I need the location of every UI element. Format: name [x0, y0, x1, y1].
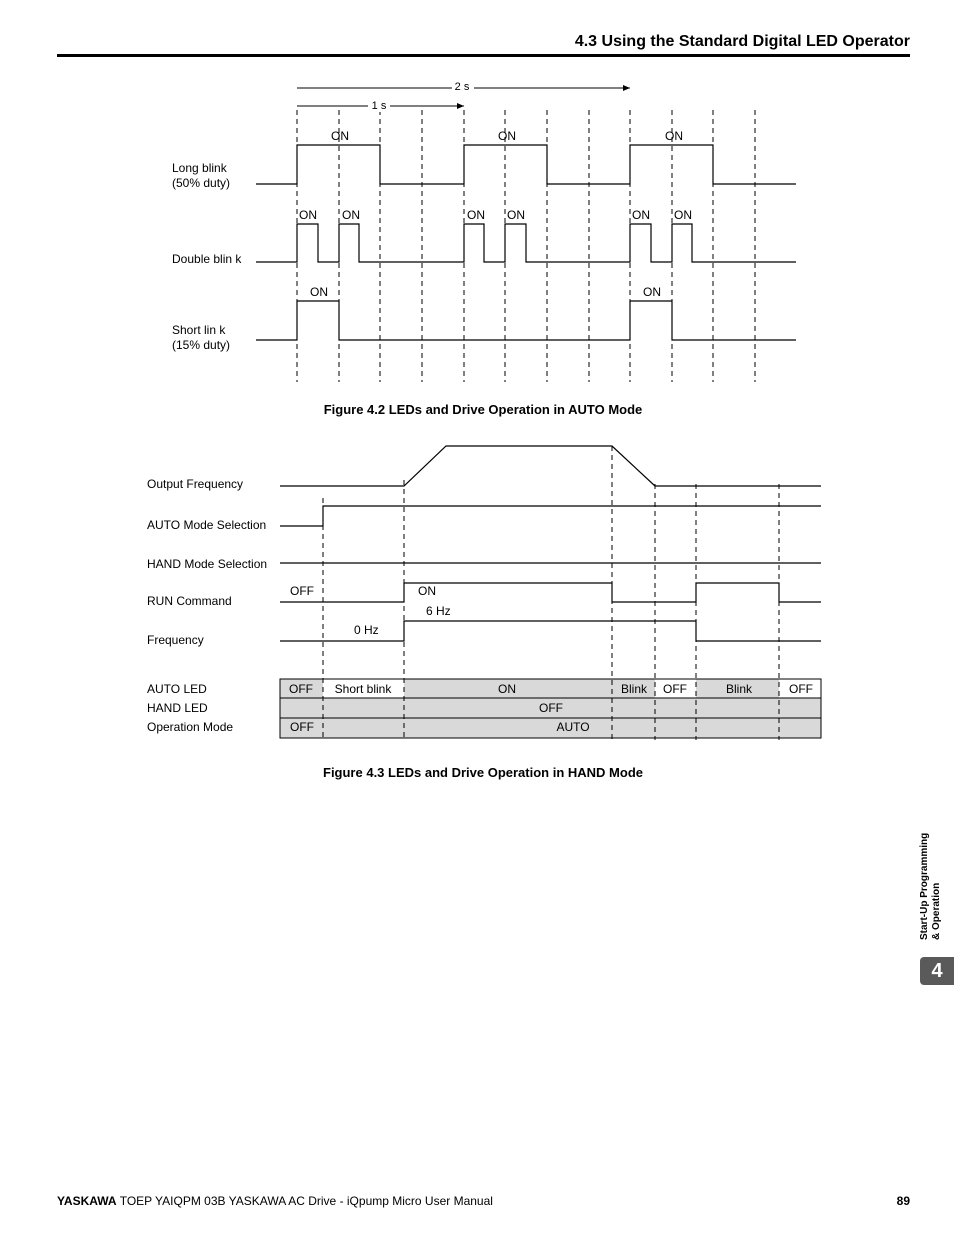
auto-led-cell: Blink [620, 682, 648, 696]
auto-led-cell: ON [498, 682, 516, 696]
signal-hand-mode-selection: HAND Mode Selection [147, 557, 268, 571]
page-number: 89 [896, 1194, 910, 1208]
output-frequency-waveform [280, 446, 821, 486]
on-label: ON [674, 208, 692, 222]
auto-mode-waveform [280, 506, 821, 526]
signal-frequency: Frequency [147, 633, 204, 647]
on-label: ON [498, 129, 516, 143]
figure-4-2 [172, 79, 796, 417]
double-blink-waveform [256, 224, 796, 262]
on-label: ON [342, 208, 360, 222]
auto-led-cell: OFF [789, 682, 813, 696]
footer [57, 1194, 493, 1208]
footer-doc: TOEP YAIQPM 03B YASKAWA AC Drive - iQpump Micro User Manual [119, 1194, 493, 1208]
long-blink-waveform [256, 145, 796, 184]
side-tab-label: Start-Up Programming & Operation [919, 832, 942, 940]
run-off-label: OFF [290, 584, 314, 598]
auto-led-cell: OFF [663, 682, 687, 696]
signal-output-frequency: Output Frequency [147, 477, 244, 491]
freq-0hz-label: 0 Hz [354, 623, 379, 637]
on-label: ON [331, 129, 349, 143]
short-blink-waveform [256, 301, 796, 340]
row-label-short-blink-2: (15% duty) [172, 338, 231, 352]
chapter-tab: 4 [920, 957, 954, 985]
row-label-long-blink-1: Long blink [172, 161, 227, 175]
on-label: ON [665, 129, 683, 143]
row-label-double-blink: Double blin k [172, 252, 242, 266]
figure-4-2-caption: Figure 4.2 LEDs and Drive Operation in AUTO Mode [323, 402, 643, 417]
freq-6hz-label: 6 Hz [426, 604, 451, 618]
on-label: ON [632, 208, 650, 222]
label-1s: 1 s [371, 100, 387, 112]
run-command-waveform [280, 583, 821, 602]
row-label-long-blink-2: (50% duty) [172, 176, 231, 190]
on-label: ON [299, 208, 317, 222]
on-label: ON [507, 208, 525, 222]
operation-mode-cell: OFF [290, 720, 314, 734]
on-label: ON [643, 285, 661, 299]
hand-led-cell: OFF [539, 701, 563, 715]
label-2s: 2 s [454, 81, 470, 93]
on-label: ON [310, 285, 328, 299]
row-label-short-blink-1: Short lin k [172, 323, 226, 337]
figure-4-3-caption: Figure 4.3 LEDs and Drive Operation in HAND Mode [323, 765, 643, 780]
row-label-auto-led: AUTO LED [147, 682, 207, 696]
auto-led-cell: OFF [289, 682, 313, 696]
row-label-hand-led: HAND LED [147, 701, 208, 715]
auto-led-cell: Short blink [334, 682, 392, 696]
section-title: 4.3 Using the Standard Digital LED Operator [574, 33, 910, 50]
figure-4-3 [147, 446, 821, 780]
signal-run-command: RUN Command [147, 594, 232, 608]
signal-auto-mode-selection: AUTO Mode Selection [147, 518, 267, 532]
footer-brand: YASKAWA [57, 1194, 117, 1208]
on-label: ON [467, 208, 485, 222]
operation-mode-cell: AUTO [556, 720, 590, 734]
run-on-label: ON [418, 584, 436, 598]
row-label-operation-mode: Operation Mode [147, 720, 234, 734]
auto-led-cell: Blink [725, 682, 753, 696]
